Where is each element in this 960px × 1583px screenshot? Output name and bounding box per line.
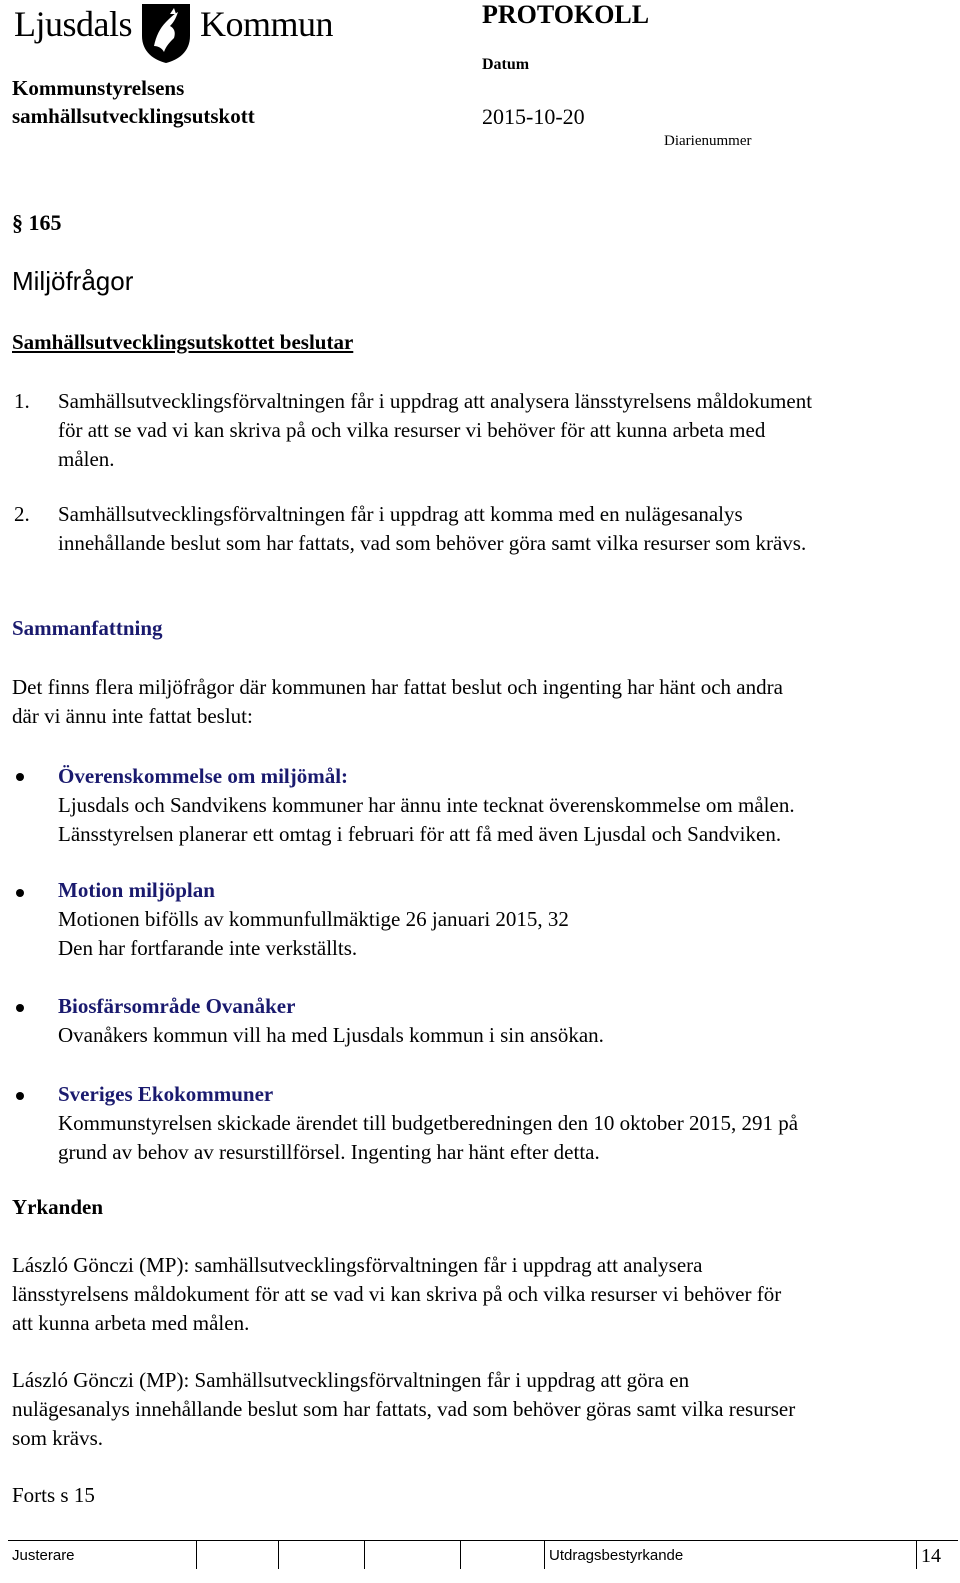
bullet-icon <box>16 773 24 781</box>
yrkanden-heading: Yrkanden <box>12 1195 104 1219</box>
item-line: Länsstyrelsen planerar ett omtag i februari för att få med även Ljusdal och Sandviken. <box>58 822 782 846</box>
yrkande-line: som krävs. <box>12 1426 103 1450</box>
summary-line: där vi ännu inte fattat beslut: <box>12 704 253 728</box>
item-title: Överenskommelse om miljömål: <box>58 764 349 788</box>
yrkande-2 <box>12 1366 952 1453</box>
item-line: Ljusdals och Sandvikens kommuner har ännu inte tecknat överenskommelse om målen. <box>58 793 795 817</box>
date-label: Datum <box>482 56 530 73</box>
yrkande-1 <box>12 1251 952 1338</box>
bullet-icon <box>16 1092 24 1100</box>
decision-1-number: 1. <box>14 389 30 413</box>
bullet-icon <box>16 889 24 897</box>
list-item <box>58 876 958 963</box>
footer-justerare: Justerare <box>12 1547 75 1564</box>
decision-1-text <box>58 387 958 474</box>
list-item <box>58 1080 958 1167</box>
yrkande-line: László Gönczi (MP): samhällsutvecklingsförvaltningen får i uppdrag att analysera <box>12 1253 703 1277</box>
decision-2-line: Samhällsutvecklingsförvaltningen får i uppdrag att komma med en nulägesanalys <box>58 502 743 526</box>
logo-text-kommun: Kommun <box>200 4 334 44</box>
item-title: Motion miljöplan <box>58 878 215 902</box>
page-number: 14 <box>916 1541 958 1569</box>
decision-2-text <box>58 500 958 558</box>
decision-2-line: innehållande beslut som har fattats, vad som behöver göra samt vilka resurser som krävs. <box>58 531 807 555</box>
section-number: § 165 <box>12 210 62 235</box>
item-line: grund av behov av resurstillförsel. Ingenting har hänt efter detta. <box>58 1140 600 1164</box>
footer-utdragsbestyrkande: Utdragsbestyrkande <box>544 1541 916 1569</box>
item-line: Motionen bifölls av kommunfullmäktige 26 januari 2015, 32 <box>58 907 569 931</box>
logo-text-ljusdals: Ljusdals <box>14 4 132 44</box>
date-value: 2015-10-20 <box>482 104 585 129</box>
footer-signature-box <box>278 1541 364 1569</box>
diarienummer-label: Diarienummer <box>664 133 752 149</box>
summary-heading: Sammanfattning <box>12 616 163 640</box>
doc-type: PROTOKOLL <box>482 0 650 29</box>
decision-1-line: målen. <box>58 447 115 471</box>
footer-signature-table <box>8 1540 958 1571</box>
decision-1-line: Samhällsutvecklingsförvaltningen får i uppdrag att analysera länsstyrelsens måldokument <box>58 389 813 413</box>
yrkande-line: nulägesanalys innehållande beslut som har fattats, vad som behöver göras samt vilka resurser <box>12 1397 796 1421</box>
org-name-line1: Kommunstyrelsens <box>12 76 185 100</box>
yrkande-line: länsstyrelsens måldokument för att se vad vi kan skriva på och vilka resurser vi behöver för <box>12 1282 782 1306</box>
section-sign-icon: § <box>12 210 23 235</box>
footer-signature-box <box>196 1541 278 1569</box>
page-title: Miljöfrågor <box>12 266 134 296</box>
yrkande-line: att kunna arbeta med målen. <box>12 1311 250 1335</box>
list-item <box>58 992 958 1050</box>
summary-line: Det finns flera miljöfrågor där kommunen har fattat beslut och ingenting har hänt och andra <box>12 675 783 699</box>
list-item <box>58 762 958 849</box>
item-title: Biosfärsområde Ovanåker <box>58 994 296 1018</box>
item-line: Kommunstyrelsen skickade ärendet till budgetberedningen den 10 oktober 2015, 291 på <box>58 1111 799 1135</box>
summary-text <box>12 673 952 731</box>
item-title: Sveriges Ekokommuner <box>58 1082 274 1106</box>
continued-note: Forts s 15 <box>12 1483 95 1507</box>
decision-2-number: 2. <box>14 502 30 526</box>
footer-signature-box <box>460 1541 544 1569</box>
decision-heading: Samhällsutvecklingsutskottet beslutar <box>12 330 354 354</box>
bullet-icon <box>16 1004 24 1012</box>
footer-signature-box <box>364 1541 460 1569</box>
decision-1-line: för att se vad vi kan skriva på och vilka resurser vi behöver för att kunna arbeta med <box>58 418 766 442</box>
coat-of-arms-icon <box>140 2 192 64</box>
org-name-line2: samhällsutvecklingsutskott <box>12 104 255 128</box>
yrkande-line: László Gönczi (MP): Samhällsutvecklingsförvaltningen får i uppdrag att göra en <box>12 1368 690 1392</box>
item-line: Ovanåkers kommun vill ha med Ljusdals kommun i sin ansökan. <box>58 1023 604 1047</box>
item-line: Den har fortfarande inte verkställts. <box>58 936 358 960</box>
